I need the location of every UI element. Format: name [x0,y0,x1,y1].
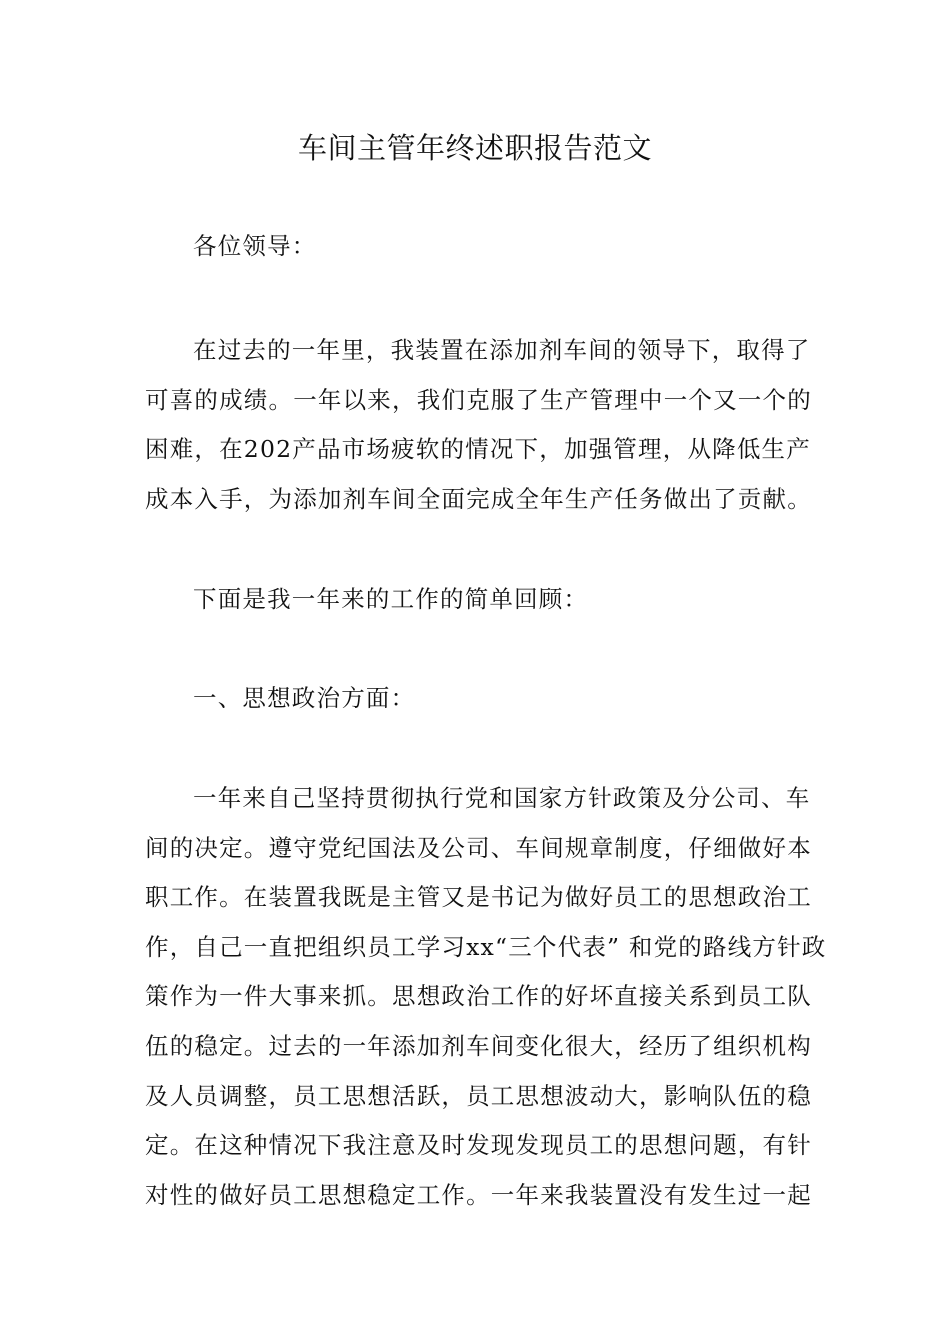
paragraph-line: 策作为一件大事来抓。思想政治工作的好坏直接关系到员工队 [145,982,812,1011]
section-heading-text: 一、思想政治方面： [193,684,416,712]
section-heading-1 [145,674,807,724]
paragraph-intro [145,326,812,524]
salutation [145,222,807,272]
paragraph-line: 困难，在202产品市场疲软的情况下，加强管理，从降低生产 [145,435,811,464]
paragraph-political [145,774,827,1220]
paragraph-line: 可喜的成绩。一年以来，我们克服了生产管理中一个又一个的 [145,385,812,414]
paragraph-line: 及人员调整，员工思想活跃，员工思想波动大，影响队伍的稳 [145,1081,812,1110]
document-title: 车间主管年终述职报告范文 [297,131,652,165]
paragraph-line: 伍的稳定。过去的一年添加剂车间变化很大，经历了组织机构 [145,1031,812,1060]
paragraph-line: 一年来自己坚持贯彻执行党和国家方针政策及分公司、车 [193,784,811,812]
paragraph-line: 定。在这种情况下我注意及时发现发现员工的思想问题，有针 [145,1131,812,1160]
paragraph-line: 在过去的一年里，我装置在添加剂车间的领导下，取得了 [193,336,811,364]
paragraph-line: 间的决定。遵守党纪国法及公司、车间规章制度，仔细做好本 [145,833,812,862]
paragraph-line: 下面是我一年来的工作的简单回顾： [193,585,589,613]
salutation-text: 各位领导： [193,232,317,260]
paragraph-line: 职工作。在装置我既是主管又是书记为做好员工的思想政治工 [145,883,812,912]
paragraph-line: 成本入手，为添加剂车间全面完成全年生产任务做出了贡献。 [145,484,812,513]
paragraph-review-intro [145,575,807,625]
paragraph-line: 对性的做好员工思想稳定工作。一年来我装置没有发生过一起 [145,1180,812,1209]
paragraph-line: 作，自己一直把组织员工学习xx“三个代表” 和党的路线方针政 [145,932,827,961]
